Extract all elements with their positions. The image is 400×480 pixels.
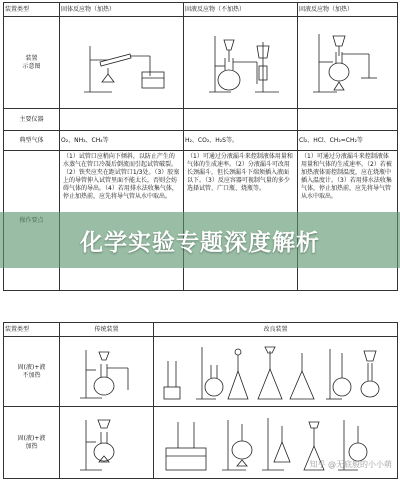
row-label-apparatus-line1: 装置 bbox=[25, 54, 38, 62]
gases-solid-liquid-unheated: H₂、CO₂、H₂S等。 bbox=[184, 131, 298, 151]
banner-title: 化学实验专题深度解析 bbox=[80, 229, 320, 256]
row-label-gases: 典型气体 bbox=[4, 131, 60, 151]
watermark: 知乎 @无底般的小小萌 bbox=[309, 460, 392, 469]
header-solid-liquid-heated: 固液反应物（加热） bbox=[298, 3, 398, 17]
test-tube-heating-apparatus-icon bbox=[72, 28, 172, 98]
t2-traditional-unheated-cell bbox=[60, 337, 154, 407]
table-row-instruments bbox=[4, 109, 398, 131]
instruments-col3 bbox=[298, 109, 398, 131]
notes-solid-liquid-unheated: （1）可通过分液漏斗来控制液体用量和气体的生成速率。（2）分液漏斗可改用长颈漏斗，但长颈漏斗下端须插入液面以下。（3）反应容器可视制气量的多少选择试管、广口瓶、烧瓶等。 bbox=[184, 151, 298, 291]
title-banner bbox=[0, 212, 400, 268]
t2-row-label-heated bbox=[4, 407, 60, 479]
instruments-col2 bbox=[184, 109, 298, 131]
t2-row1-label-line1: 固(液)+液 bbox=[17, 363, 46, 371]
apparatus-solid-liquid-heated-cell bbox=[298, 17, 398, 109]
row-label-apparatus bbox=[4, 17, 60, 109]
apparatus-solid-liquid-unheated-cell bbox=[184, 17, 298, 109]
t2-header-traditional: 传统装置 bbox=[60, 323, 154, 337]
notes-solid-heated: （1）试管口应稍向下倾斜，以防止产生的水蒸气在管口冷凝后倒流而引起试管破裂。（2）铁夹应夹在距试管口1/3处。（3）胶塞上的导管伸入试管里面不能太长，否则会妨碍气体的导出。（4）若用排水法收集气体，停止加热前，应先将导气管从水中取出。 bbox=[60, 151, 184, 291]
row-label-apparatus-line2: 示意图 bbox=[22, 62, 41, 70]
header-solid-liquid-unheated: 固液反应物（不加热） bbox=[184, 3, 298, 17]
table2-header-row bbox=[4, 323, 398, 337]
t2-row-unheated bbox=[4, 337, 398, 407]
traditional-flask-apparatus-icon bbox=[72, 342, 142, 402]
header-solid-heated: 固体反应物（加热） bbox=[60, 3, 184, 17]
notes-solid-liquid-heated: （1）可通过分液漏斗来控制液体用量和气体的生成速率。（2）若被加热液体需控制温度，应在烧瓶中插入温度计。（3）若用排水法收集气体，停止加热前，应先将导气管从水中取出。 bbox=[298, 151, 398, 291]
table-row-apparatus bbox=[4, 17, 398, 109]
t2-improved-unheated-cell bbox=[154, 337, 398, 407]
gases-solid-heated: O₂、NH₃、CH₄等 bbox=[60, 131, 184, 151]
gases-solid-liquid-heated: Cl₂、HCl、CH₂=CH₂等 bbox=[298, 131, 398, 151]
table-row-gases bbox=[4, 131, 398, 151]
apparatus-solid-heated-cell bbox=[60, 17, 184, 109]
flask-burner-apparatus-icon bbox=[303, 28, 393, 98]
improved-apparatus-table bbox=[3, 322, 398, 479]
row-label-instruments: 主要仪器 bbox=[4, 109, 60, 131]
improved-flask-apparatus-row-icon bbox=[158, 341, 394, 403]
t2-traditional-heated-cell bbox=[60, 407, 154, 479]
traditional-heated-apparatus-icon bbox=[72, 412, 142, 474]
t2-row1-label-line2: 不加热 bbox=[22, 371, 41, 379]
t2-header-improved: 改良装置 bbox=[154, 323, 398, 337]
t2-row2-label-line1: 固(液)+液 bbox=[17, 434, 46, 442]
flask-funnel-apparatus-icon bbox=[191, 28, 291, 98]
table-header-row bbox=[4, 3, 398, 17]
t2-row2-label-line2: 加热 bbox=[25, 442, 38, 450]
t2-header-device-type: 装置类型 bbox=[4, 323, 60, 337]
header-device-type: 装置类型 bbox=[4, 3, 60, 17]
instruments-col1 bbox=[60, 109, 184, 131]
t2-row-label-unheated bbox=[4, 337, 60, 407]
